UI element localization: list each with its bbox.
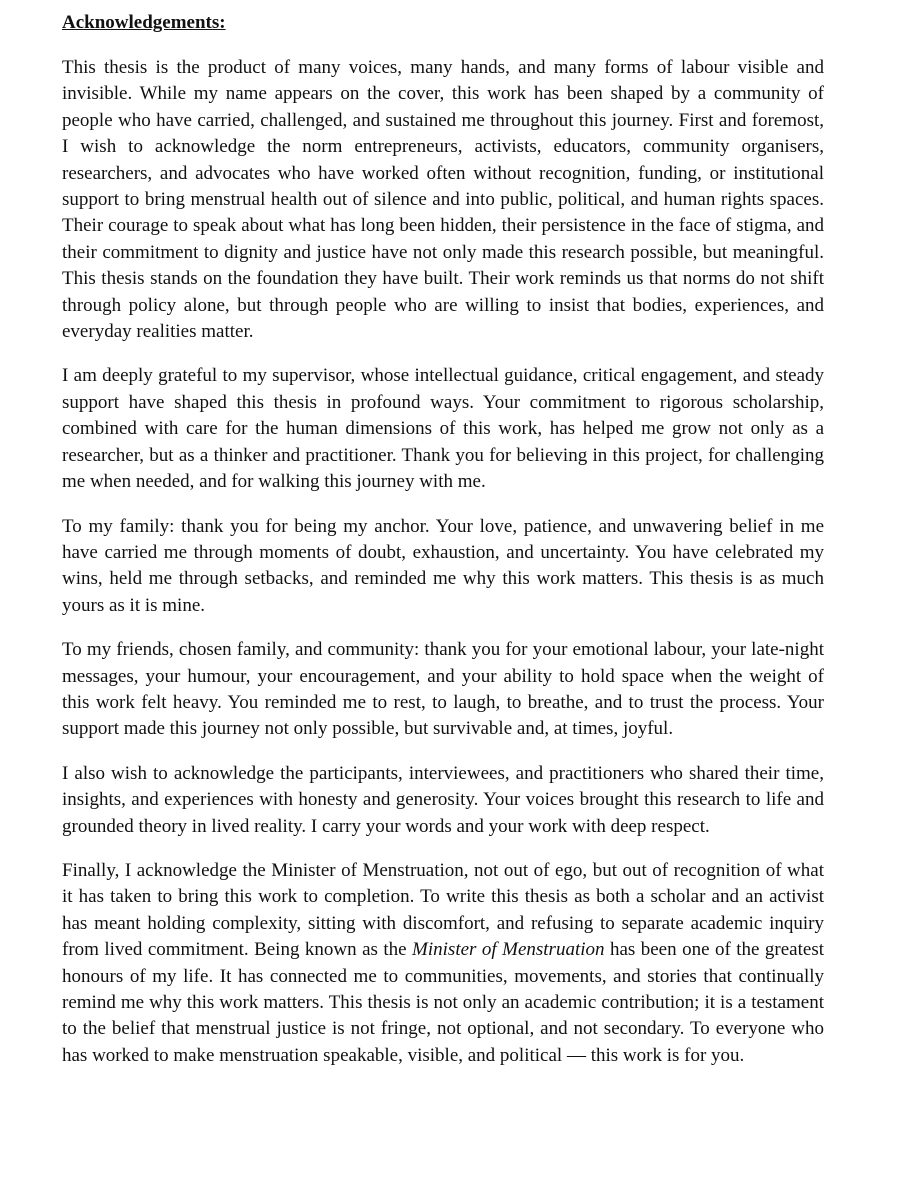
final-text-part1: Finally, I acknowledge the Minister of Menstruation, not out of ego, but out of recognition of what it has taken to bring this work to completion. To write this thesis as both a scholar and an activist has meant holding complexity, sitting with discomfort, and refusing to separate academic inquiry from lived commitment. Being known as the [62, 859, 824, 961]
paragraph-supervisor: I am deeply grateful to my supervisor, whose intellectual guidance, critical engagement, and steady support have shaped this thesis in profound ways. Your commitment to rigorous scholarship, combined with care for the human dimensions of this work, has helped me grow not only as a researcher, but as a thinker and practitioner. Thank you for believing in this project, for challenging me when needed, and for walking this journey with me. [62, 365, 824, 493]
page-title: Acknowledgements: [62, 12, 226, 33]
paragraph-friends: To my friends, chosen family, and community: thank you for your emotional labour, your late-night messages, your humour, your encouragement, and your ability to hold space when the weight of this work felt heavy. You reminded me to rest, to laugh, to breathe, and to trust the process. Your support made this journey not only possible, but survivable and, at times, joyful. [62, 639, 824, 740]
paragraph-final [62, 858, 824, 1069]
final-text-part2: has been one of the greatest honours of my life. It has connected me to communities, movements, and stories that continually remind me why this work matters. This thesis is not only an academic contribution; it is a testament to the belief that menstrual justice is not fringe, not optional, and not secondary. To everyone who has worked to make menstruation speakable, visible, and political — this work is for you. [62, 939, 824, 1066]
paragraph-participants: I also wish to acknowledge the participants, interviewees, and practitioners who shared their time, insights, and experiences with honesty and generosity. Your voices brought this research to life and grounded theory in lived reality. I carry your words and your work with deep respect. [62, 762, 824, 837]
paragraph-community: This thesis is the product of many voices, many hands, and many forms of labour visible and invisible. While my name appears on the cover, this work has been shaped by a community of people who have carried, challenged, and sustained me throughout this journey. First and foremost, I wish to acknowledge the norm entrepreneurs, activists, educators, community organisers, researchers, and advocates who have worked often without recognition, funding, or institutional support to bring menstrual health out of silence and into public, political, and human rights spaces. Their courage to speak about what has long been hidden, their persistence in the face of stigma, and their commitment to dignity and justice have not only made this research possible, but meaningful. This thesis stands on the foundation they have built. Their work reminds us that norms do not shift through policy alone, but through people who are willing to insist that bodies, experiences, and everyday realities matter. [62, 57, 824, 343]
document-page [62, 10, 824, 1087]
paragraph-family: To my family: thank you for being my anchor. Your love, patience, and unwavering belief in me have carried me through moments of doubt, exhaustion, and uncertainty. You have celebrated my wins, held me through setbacks, and reminded me why this work matters. This thesis is as much yours as it is mine. [62, 515, 824, 616]
final-text-italic-title: Minister of Menstruation [412, 939, 605, 961]
